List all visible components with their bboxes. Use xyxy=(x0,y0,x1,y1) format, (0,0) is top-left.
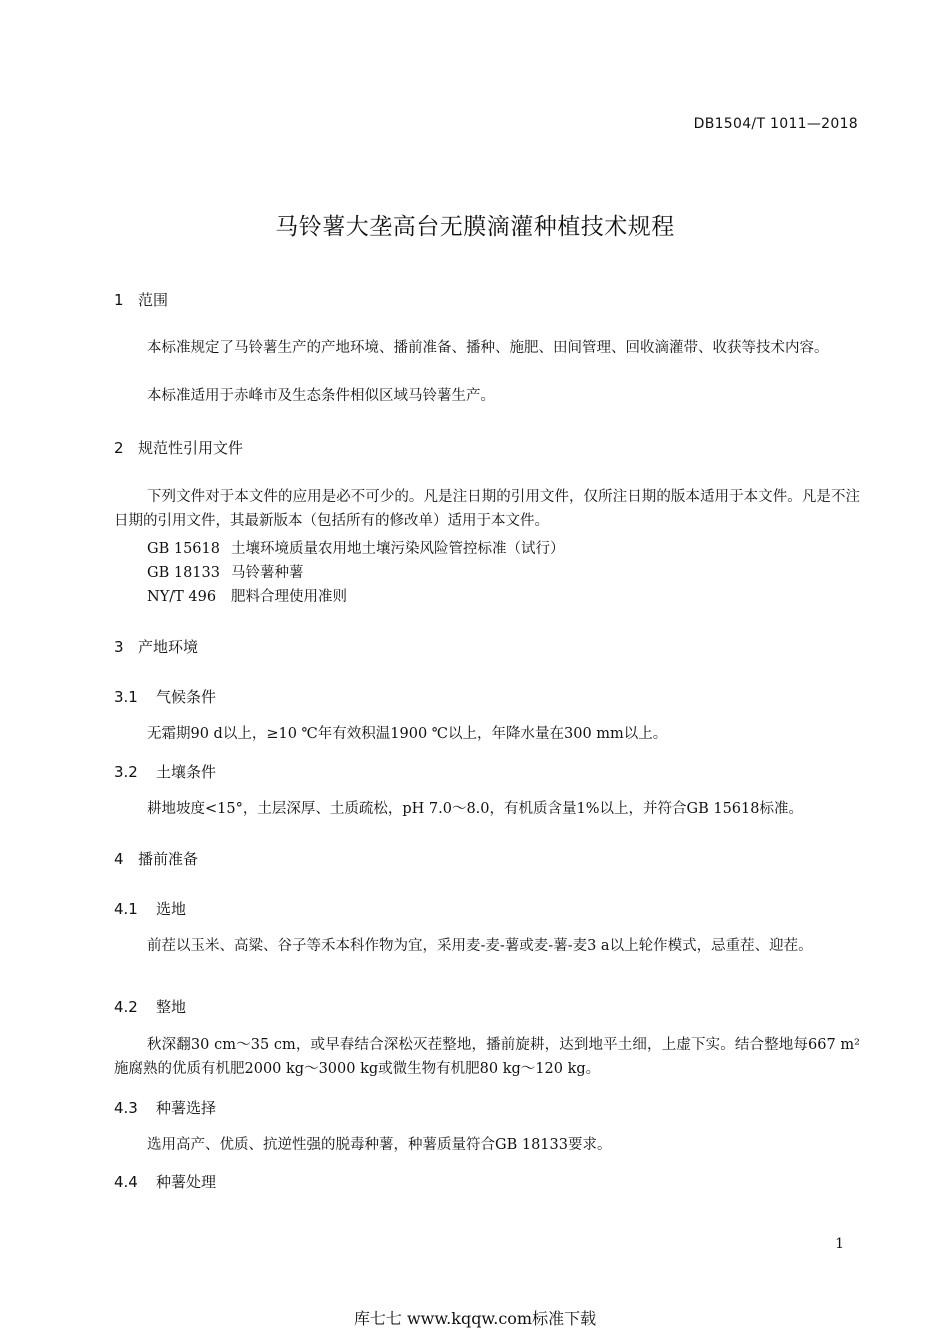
section-number: 4.4 xyxy=(114,1173,138,1191)
section-number: 3 xyxy=(114,638,124,656)
footer-watermark: 库七七 www.kqqw.com标准下载 xyxy=(353,1309,597,1328)
section-1-paragraph-1: 本标准规定了马铃薯生产的产地环境、播前准备、播种、施肥、田间管理、回收滴灌带、收获等技术内容。 xyxy=(147,340,829,356)
section-4-3-paragraph: 选用高产、优质、抗逆性强的脱毒种薯，种薯质量符合GB 18133要求。 xyxy=(147,1137,612,1153)
section-4-heading xyxy=(114,848,198,869)
section-3-heading xyxy=(114,636,198,657)
section-4-4-heading xyxy=(114,1171,216,1192)
section-number: 4.3 xyxy=(114,1099,138,1117)
page-number: 1 xyxy=(835,1236,844,1252)
section-3-1-paragraph: 无霜期90 d以上，≥10 ℃年有效积温1900 ℃以上，年降水量在300 mm以上。 xyxy=(147,726,668,742)
section-4-3-heading xyxy=(114,1097,216,1118)
section-title: 播前准备 xyxy=(138,850,199,868)
section-number: 4.1 xyxy=(114,900,138,918)
reference-item xyxy=(147,585,347,606)
section-2-paragraph-1: 下列文件对于本文件的应用是必不可少的。凡是注日期的引用文件，仅所注日期的版本适用于本文件。凡是不注日期的引用文件，其最新版本（包括所有的修改单）适用于本文件。 xyxy=(114,489,860,529)
section-title: 气候条件 xyxy=(156,688,217,706)
section-number: 4 xyxy=(114,850,124,868)
reference-code: GB 18133 xyxy=(147,565,220,581)
section-3-2-heading xyxy=(114,761,216,782)
reference-code: NY/T 496 xyxy=(147,589,217,605)
section-number: 3.2 xyxy=(114,763,138,781)
section-title: 规范性引用文件 xyxy=(138,439,244,457)
section-3-1-heading xyxy=(114,686,216,707)
section-4-1-heading xyxy=(114,898,186,919)
reference-name: 土壤环境质量农用地土壤污染风险管控标准（试行） xyxy=(231,541,565,557)
section-title: 产地环境 xyxy=(138,638,199,656)
section-title: 种薯选择 xyxy=(156,1099,217,1117)
section-title: 土壤条件 xyxy=(156,763,217,781)
reference-item xyxy=(147,561,304,582)
reference-item xyxy=(147,537,565,558)
document-title: 马铃薯大垄高台无膜滴灌种植技术规程 xyxy=(275,214,675,240)
section-4-2-paragraph: 秋深翻30 cm～35 cm，或早春结合深松灭茬整地，播前旋耕，达到地平土细，上虚下实。结合整地每667 m²施腐熟的优质有机肥2000 kg～3000 kg或微生物有机肥80 kg～120 kg。 xyxy=(114,1037,860,1077)
reference-name: 肥料合理使用准则 xyxy=(231,589,347,605)
section-title: 整地 xyxy=(156,998,187,1016)
section-4-2-heading xyxy=(114,996,186,1017)
section-4-1-paragraph: 前茬以玉米、高粱、谷子等禾本科作物为宜，采用麦-麦-薯或麦-薯-麦3 a以上轮作模式，忌重茬、迎茬。 xyxy=(147,938,813,954)
section-1-paragraph-2: 本标准适用于赤峰市及生态条件相似区域马铃薯生产。 xyxy=(147,388,495,404)
section-number: 1 xyxy=(114,291,124,309)
reference-code: GB 15618 xyxy=(147,541,220,557)
section-title: 范围 xyxy=(138,291,169,309)
section-3-2-paragraph: 耕地坡度<15°，土层深厚、土质疏松，pH 7.0～8.0，有机质含量1%以上，并符合GB 15618标准。 xyxy=(147,801,803,817)
section-number: 3.1 xyxy=(114,688,138,706)
section-2-heading xyxy=(114,437,243,458)
section-1-heading xyxy=(114,289,168,310)
section-number: 2 xyxy=(114,439,124,457)
section-title: 种薯处理 xyxy=(156,1173,217,1191)
reference-name: 马铃薯种薯 xyxy=(231,565,304,581)
section-title: 选地 xyxy=(156,900,187,918)
section-number: 4.2 xyxy=(114,998,138,1016)
standard-code: DB1504/T 1011—2018 xyxy=(693,116,858,132)
